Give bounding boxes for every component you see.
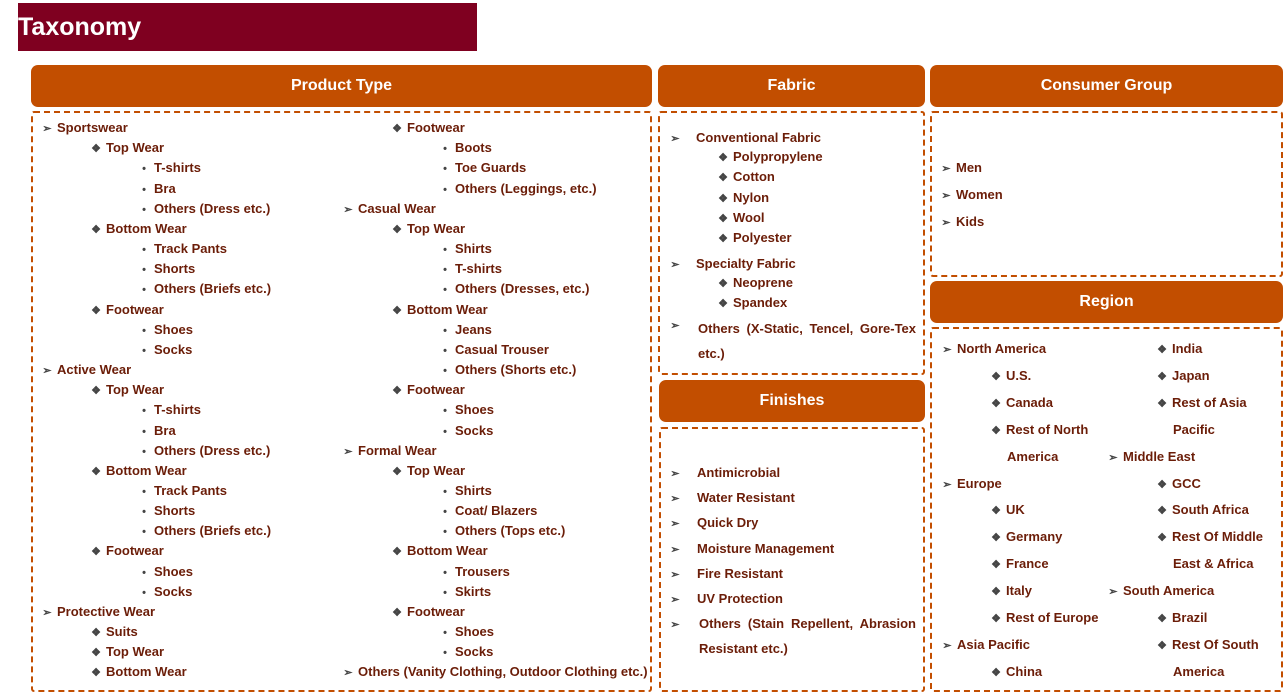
arrow-bullet-icon: ➢	[343, 667, 353, 679]
list-item: • Others (Briefs etc.)	[136, 281, 271, 298]
list-item	[667, 317, 685, 334]
list-item: ❖ Rest of Asia	[1154, 395, 1247, 412]
dot-bullet-icon: •	[142, 567, 146, 579]
dot-bullet-icon: •	[142, 325, 146, 337]
dot-bullet-icon: •	[443, 325, 447, 337]
diamond-bullet-icon: ❖	[91, 143, 101, 155]
dot-bullet-icon: •	[443, 526, 447, 538]
list-item: ❖ Footwear	[88, 543, 164, 560]
list-item: • Others (Tops etc.)	[437, 523, 565, 540]
dot-bullet-icon: •	[142, 405, 146, 417]
consumer-group-header: Consumer Group	[930, 65, 1283, 107]
list-item: ❖ Italy	[988, 583, 1032, 600]
arrow-bullet-icon: ➢	[941, 163, 951, 175]
list-item: ❖ Bottom Wear	[88, 221, 187, 238]
list-item: ➢ South America	[1105, 583, 1214, 600]
arrow-bullet-icon: ➢	[343, 204, 353, 216]
diamond-bullet-icon: ❖	[991, 586, 1001, 598]
list-item: ➢ Specialty Fabric	[667, 256, 796, 273]
list-item: ❖ Wool	[715, 210, 765, 227]
list-item: ➢ Formal Wear	[340, 443, 437, 460]
diamond-bullet-icon: ❖	[991, 532, 1001, 544]
list-item: ➢ Others (Vanity Clothing, Outdoor Clothing etc.)	[340, 664, 648, 681]
list-item: ➢ Moisture Management	[667, 541, 834, 558]
list-item: • Others (Briefs etc.)	[136, 523, 271, 540]
list-item: ❖ France	[988, 556, 1049, 573]
list-item: ❖ U.S.	[988, 368, 1031, 385]
list-item: ❖ China	[988, 664, 1042, 681]
list-item: Pacific	[1173, 422, 1215, 437]
diamond-bullet-icon: ❖	[991, 371, 1001, 383]
list-item: • Others (Dresses, etc.)	[437, 281, 589, 298]
list-item: ❖ Footwear	[389, 120, 465, 137]
list-item	[667, 616, 685, 633]
diamond-bullet-icon: ❖	[718, 152, 728, 164]
list-item: ❖ Bottom Wear	[389, 543, 488, 560]
list-item: • Shirts	[437, 483, 492, 500]
dot-bullet-icon: •	[142, 526, 146, 538]
list-item: America	[1007, 449, 1059, 464]
list-item: ❖ Footwear	[88, 302, 164, 319]
list-item: • Skirts	[437, 584, 491, 601]
list-item: ➢ Conventional Fabric	[667, 130, 821, 147]
list-item: ❖ GCC	[1154, 476, 1201, 493]
region-header: Region	[930, 281, 1283, 323]
list-item: ➢ Europe	[939, 476, 1002, 493]
list-item: ❖ Nylon	[715, 190, 769, 207]
arrow-bullet-icon: ➢	[942, 344, 952, 356]
arrow-bullet-icon: ➢	[670, 493, 680, 505]
diamond-bullet-icon: ❖	[392, 385, 402, 397]
diamond-bullet-icon: ❖	[392, 466, 402, 478]
dot-bullet-icon: •	[443, 264, 447, 276]
arrow-bullet-icon: ➢	[42, 607, 52, 619]
diamond-bullet-icon: ❖	[718, 298, 728, 310]
dot-bullet-icon: •	[443, 426, 447, 438]
list-item: • Bra	[136, 181, 176, 198]
arrow-bullet-icon: ➢	[670, 468, 680, 480]
list-item: • Shoes	[136, 322, 193, 339]
diamond-bullet-icon: ❖	[1157, 479, 1167, 491]
diamond-bullet-icon: ❖	[991, 613, 1001, 625]
diamond-bullet-icon: ❖	[718, 213, 728, 225]
diamond-bullet-icon: ❖	[991, 398, 1001, 410]
dot-bullet-icon: •	[443, 143, 447, 155]
diamond-bullet-icon: ❖	[1157, 344, 1167, 356]
diamond-bullet-icon: ❖	[1157, 613, 1167, 625]
diamond-bullet-icon: ❖	[91, 385, 101, 397]
list-item: ❖ Rest of North	[988, 422, 1088, 439]
dot-bullet-icon: •	[443, 184, 447, 196]
dot-bullet-icon: •	[142, 506, 146, 518]
dot-bullet-icon: •	[443, 365, 447, 377]
list-item: ❖ Top Wear	[389, 463, 465, 480]
list-item: ❖ Rest of Europe	[988, 610, 1098, 627]
arrow-bullet-icon: ➢	[941, 190, 951, 202]
dot-bullet-icon: •	[443, 244, 447, 256]
arrow-bullet-icon: ➢	[670, 544, 680, 556]
list-item: ❖ Top Wear	[88, 140, 164, 157]
list-item: • Socks	[136, 342, 192, 359]
list-item: • Casual Trouser	[437, 342, 549, 359]
dot-bullet-icon: •	[142, 284, 146, 296]
list-item: ❖ Canada	[988, 395, 1053, 412]
list-item: • Others (Leggings, etc.)	[437, 181, 597, 198]
list-item: • Trousers	[437, 564, 510, 581]
arrow-bullet-icon: ➢	[42, 123, 52, 135]
list-item: ➢ Men	[938, 160, 982, 177]
arrow-bullet-icon: ➢	[670, 133, 680, 145]
dot-bullet-icon: •	[142, 204, 146, 216]
arrow-bullet-icon: ➢	[942, 640, 952, 652]
list-item: ➢ Quick Dry	[667, 515, 758, 532]
list-item: • T-shirts	[136, 160, 201, 177]
list-item: • Coat/ Blazers	[437, 503, 537, 520]
dot-bullet-icon: •	[443, 587, 447, 599]
list-item: ❖ Polyester	[715, 230, 792, 247]
dot-bullet-icon: •	[142, 446, 146, 458]
finishes-header: Finishes	[659, 380, 925, 422]
page-title-bar	[18, 3, 477, 51]
list-item: ❖ Footwear	[389, 382, 465, 399]
list-item: • Track Pants	[136, 483, 227, 500]
dot-bullet-icon: •	[142, 587, 146, 599]
diamond-bullet-icon: ❖	[1157, 398, 1167, 410]
list-item: ❖ Spandex	[715, 295, 787, 312]
dot-bullet-icon: •	[443, 567, 447, 579]
page-title: Taxonomy	[18, 13, 142, 41]
list-item: ❖ Suits	[88, 624, 138, 641]
dot-bullet-icon: •	[142, 163, 146, 175]
diamond-bullet-icon: ❖	[991, 505, 1001, 517]
dot-bullet-icon: •	[443, 627, 447, 639]
list-item: • Shoes	[437, 624, 494, 641]
dot-bullet-icon: •	[443, 345, 447, 357]
list-item: • Others (Shorts etc.)	[437, 362, 576, 379]
dot-bullet-icon: •	[443, 647, 447, 659]
list-item: ➢ Sportswear	[39, 120, 128, 137]
diamond-bullet-icon: ❖	[392, 546, 402, 558]
dot-bullet-icon: •	[443, 506, 447, 518]
diamond-bullet-icon: ❖	[718, 233, 728, 245]
list-item: • T-shirts	[136, 402, 201, 419]
diamond-bullet-icon: ❖	[1157, 371, 1167, 383]
dot-bullet-icon: •	[443, 486, 447, 498]
list-item: America	[1173, 664, 1225, 679]
dot-bullet-icon: •	[142, 426, 146, 438]
arrow-bullet-icon: ➢	[1108, 452, 1118, 464]
diamond-bullet-icon: ❖	[91, 647, 101, 659]
diamond-bullet-icon: ❖	[1157, 505, 1167, 517]
list-item: • Shoes	[136, 564, 193, 581]
list-item: ❖ Rest Of South	[1154, 637, 1259, 654]
dot-bullet-icon: •	[142, 264, 146, 276]
dot-bullet-icon: •	[443, 284, 447, 296]
list-item: ➢ North America	[939, 341, 1046, 358]
list-item: ❖ Japan	[1154, 368, 1210, 385]
list-item: ❖ South Africa	[1154, 502, 1249, 519]
list-item: ➢ Women	[938, 187, 1003, 204]
diamond-bullet-icon: ❖	[718, 193, 728, 205]
diamond-bullet-icon: ❖	[91, 667, 101, 679]
finishes-others-text: Others (Stain Repellent, Abrasion Resistant etc.)	[699, 616, 916, 656]
diamond-bullet-icon: ❖	[392, 123, 402, 135]
list-item: ❖ Top Wear	[88, 382, 164, 399]
list-item: • Socks	[437, 423, 493, 440]
dot-bullet-icon: •	[443, 405, 447, 417]
list-item: • Bra	[136, 423, 176, 440]
arrow-bullet-icon: ➢	[670, 259, 680, 271]
list-item: ➢ Antimicrobial	[667, 465, 780, 482]
arrow-bullet-icon: ➢	[941, 217, 951, 229]
arrow-bullet-icon: ➢	[670, 320, 680, 332]
list-item: • Toe Guards	[437, 160, 526, 177]
list-item: • Shorts	[136, 503, 195, 520]
list-item: ➢ Water Resistant	[667, 490, 795, 507]
arrow-bullet-icon: ➢	[1108, 586, 1118, 598]
list-item: ➢ Fire Resistant	[667, 566, 783, 583]
arrow-bullet-icon: ➢	[42, 365, 52, 377]
list-item: • Others (Dress etc.)	[136, 201, 270, 218]
diamond-bullet-icon: ❖	[991, 667, 1001, 679]
list-item: • Others (Dress etc.)	[136, 443, 270, 460]
list-item: ❖ Neoprene	[715, 275, 793, 292]
diamond-bullet-icon: ❖	[91, 627, 101, 639]
diamond-bullet-icon: ❖	[392, 607, 402, 619]
dot-bullet-icon: •	[142, 345, 146, 357]
list-item: ❖ Cotton	[715, 169, 775, 186]
fabric-header: Fabric	[658, 65, 925, 107]
diamond-bullet-icon: ❖	[1157, 640, 1167, 652]
list-item: ❖ Top Wear	[88, 644, 164, 661]
list-item: ➢ Protective Wear	[39, 604, 155, 621]
list-item: • Shorts	[136, 261, 195, 278]
diamond-bullet-icon: ❖	[718, 278, 728, 290]
list-item: • Track Pants	[136, 241, 227, 258]
dot-bullet-icon: •	[443, 163, 447, 175]
list-item: • Socks	[136, 584, 192, 601]
list-item: ❖ Top Wear	[389, 221, 465, 238]
product-type-header: Product Type	[31, 65, 652, 107]
arrow-bullet-icon: ➢	[670, 594, 680, 606]
list-item: ➢ Asia Pacific	[939, 637, 1030, 654]
diamond-bullet-icon: ❖	[392, 224, 402, 236]
list-item: • T-shirts	[437, 261, 502, 278]
arrow-bullet-icon: ➢	[343, 446, 353, 458]
diamond-bullet-icon: ❖	[91, 305, 101, 317]
dot-bullet-icon: •	[142, 184, 146, 196]
arrow-bullet-icon: ➢	[670, 619, 680, 631]
list-item: • Shoes	[437, 402, 494, 419]
list-item: • Shirts	[437, 241, 492, 258]
list-item: ➢ Casual Wear	[340, 201, 436, 218]
arrow-bullet-icon: ➢	[670, 518, 680, 530]
list-item: ❖ Germany	[988, 529, 1062, 546]
diamond-bullet-icon: ❖	[718, 172, 728, 184]
diamond-bullet-icon: ❖	[991, 425, 1001, 437]
list-item: ❖ Bottom Wear	[88, 463, 187, 480]
list-item: East & Africa	[1173, 556, 1254, 571]
list-item: • Jeans	[437, 322, 492, 339]
list-item: ❖ Footwear	[389, 604, 465, 621]
list-item: ❖ Bottom Wear	[88, 664, 187, 681]
diamond-bullet-icon: ❖	[91, 546, 101, 558]
list-item: ❖ Polypropylene	[715, 149, 823, 166]
list-item: ❖ Brazil	[1154, 610, 1207, 627]
list-item: ❖ India	[1154, 341, 1202, 358]
list-item: • Socks	[437, 644, 493, 661]
list-item: ➢ UV Protection	[667, 591, 783, 608]
list-item: ❖ Rest Of Middle	[1154, 529, 1263, 546]
dot-bullet-icon: •	[142, 486, 146, 498]
list-item: • Boots	[437, 140, 492, 157]
diamond-bullet-icon: ❖	[91, 224, 101, 236]
list-item: ➢ Middle East	[1105, 449, 1195, 466]
diamond-bullet-icon: ❖	[91, 466, 101, 478]
list-item: ➢ Active Wear	[39, 362, 131, 379]
diamond-bullet-icon: ❖	[1157, 532, 1167, 544]
diamond-bullet-icon: ❖	[991, 559, 1001, 571]
dot-bullet-icon: •	[142, 244, 146, 256]
list-item: ❖ Bottom Wear	[389, 302, 488, 319]
diamond-bullet-icon: ❖	[392, 305, 402, 317]
list-item: ❖ UK	[988, 502, 1025, 519]
fabric-others-text: Others (X-Static, Tencel, Gore-Tex etc.)	[698, 321, 916, 361]
list-item: ➢ Kids	[938, 214, 984, 231]
arrow-bullet-icon: ➢	[942, 479, 952, 491]
arrow-bullet-icon: ➢	[670, 569, 680, 581]
